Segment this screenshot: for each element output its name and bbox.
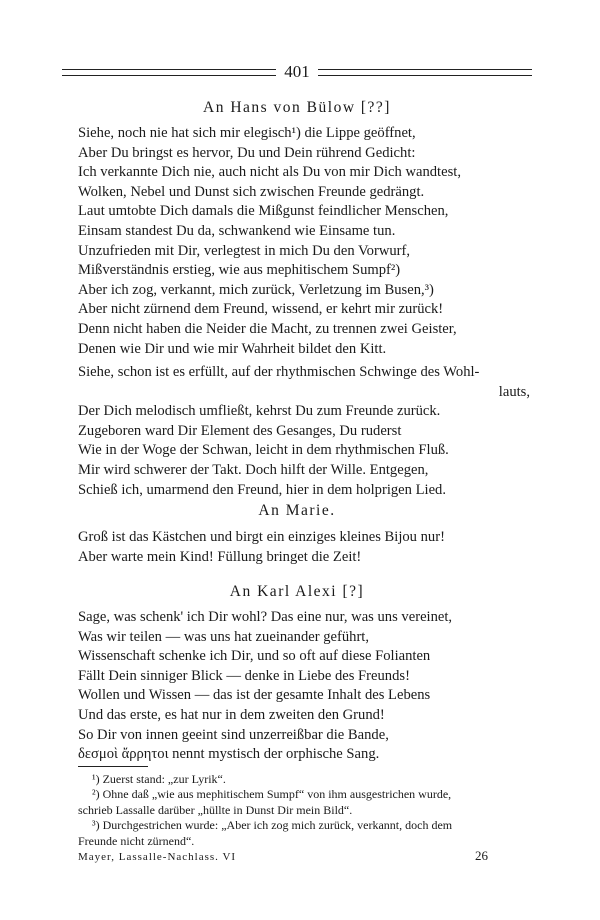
- poem-line: Wie in der Woge der Schwan, leicht in dem rhythmischen Fluß.: [78, 442, 449, 459]
- poem-buelow-stanza-2: [78, 363, 538, 500]
- poem-marie: [78, 528, 538, 567]
- footnotes: [78, 772, 533, 849]
- poem-alexi: [78, 608, 538, 765]
- poem-line: Siehe, schon ist es erfüllt, auf der rhythmischen Schwinge des Wohl-: [78, 364, 480, 380]
- poem-line: Aber Du bringst es hervor, Du und Dein rührend Gedicht:: [78, 144, 416, 161]
- footnote-2-continued: schrieb Lassalle darüber „hüllte in Dunst Dir mein Bild“.: [78, 802, 353, 817]
- printer-signature: Mayer, Lassalle-Nachlass. VI: [78, 851, 237, 863]
- page-header: [62, 60, 532, 84]
- poem-title-buelow: An Hans von Bülow [??]: [203, 99, 391, 116]
- poem-line: Wollen und Wissen — das ist der gesamte Inhalt des Lebens: [78, 687, 431, 704]
- header-rule-left: [62, 69, 276, 76]
- poem-line: Mir wird schwerer der Takt. Doch hilft der Wille. Entgegen,: [78, 461, 429, 478]
- poem-line: Sage, was schenk' ich Dir wohl? Das eine nur, was uns vereinet,: [78, 609, 453, 625]
- poem-line: Wolken, Nebel und Dunst sich zwischen Freunde gedrängt.: [78, 183, 425, 200]
- poem-line: Unzufrieden mit Dir, verlegtest in mich Du den Vorwurf,: [78, 242, 411, 259]
- poem-line: Wissenschaft schenke ich Dir, und so oft auf diese Folianten: [78, 648, 431, 665]
- poem-title-marie: An Marie.: [258, 502, 336, 519]
- poem-line: Fällt Dein sinniger Blick — denke in Liebe des Freunds!: [78, 667, 410, 684]
- poem-line: Was wir teilen — was uns hat zueinander geführt,: [78, 628, 370, 645]
- header-rule-right: [318, 69, 532, 76]
- poem-line: Aber nicht zürnend dem Freund, wissend, er kehrt mir zurück!: [78, 301, 444, 318]
- poem-line: Schieß ich, umarmend den Freund, hier in dem holprigen Lied.: [78, 481, 446, 498]
- poem-line: Denen wie Dir und wie mir Wahrheit bildet den Kitt.: [78, 340, 387, 357]
- page-number: 401: [284, 62, 310, 81]
- sheet-number: 26: [475, 848, 488, 863]
- page-footer: [78, 848, 488, 866]
- poem-line: Aber ich zog, verkannt, mich zurück, Verletzung im Busen,³): [78, 281, 434, 298]
- poem-title-alexi: An Karl Alexi [?]: [229, 583, 365, 600]
- poem-line: Laut umtobte Dich damals die Mißgunst feindlicher Menschen,: [78, 203, 449, 220]
- poem-line: Einsam standest Du da, schwankend wie Einsame tun.: [78, 222, 396, 239]
- poem-line: Der Dich melodisch umfließt, kehrst Du zum Freunde zurück.: [78, 403, 441, 420]
- poem-line: Mißverständnis erstieg, wie aus mephitischem Sumpf²): [78, 262, 401, 279]
- poem-line: Groß ist das Kästchen und birgt ein einziges kleines Bijou nur!: [78, 529, 445, 545]
- poem-line: Siehe, noch nie hat sich mir elegisch¹) die Lippe geöffnet,: [78, 125, 416, 141]
- poem-line-runover: lauts,: [498, 383, 530, 400]
- poem-line: Denn nicht haben die Neider die Macht, zu trennen zwei Geister,: [78, 320, 457, 337]
- footnote-rule: [78, 766, 148, 767]
- footnote-3-continued: Freunde nicht zürnend“.: [78, 833, 195, 848]
- footnote-1: ¹) Zuerst stand: „zur Lyrik“.: [92, 772, 226, 786]
- poem-buelow-stanza-1: [78, 124, 538, 359]
- poem-line: Aber warte mein Kind! Füllung bringet die Zeit!: [78, 548, 362, 565]
- poem-line: Ich verkannte Dich nie, auch nicht als Du von mir Dich wandtest,: [78, 164, 461, 181]
- footnote-2: ²) Ohne daß „wie aus mephitischem Sumpf“ von ihm ausgestrichen wurde,: [92, 787, 452, 802]
- poem-line: δεσμοὶ ἄρρητοι nennt mystisch der orphische Sang.: [78, 746, 380, 763]
- poem-line: So Dir von innen geeint sind unzerreißbar die Bande,: [78, 726, 389, 743]
- poem-line: Und das erste, es hat nur in dem zweiten den Grund!: [78, 706, 385, 723]
- poem-line: Zugeboren ward Dir Element des Gesanges, Du ruderst: [78, 422, 402, 439]
- footnote-3: ³) Durchgestrichen wurde: „Aber ich zog mich zurück, verkannt, doch dem: [92, 818, 453, 833]
